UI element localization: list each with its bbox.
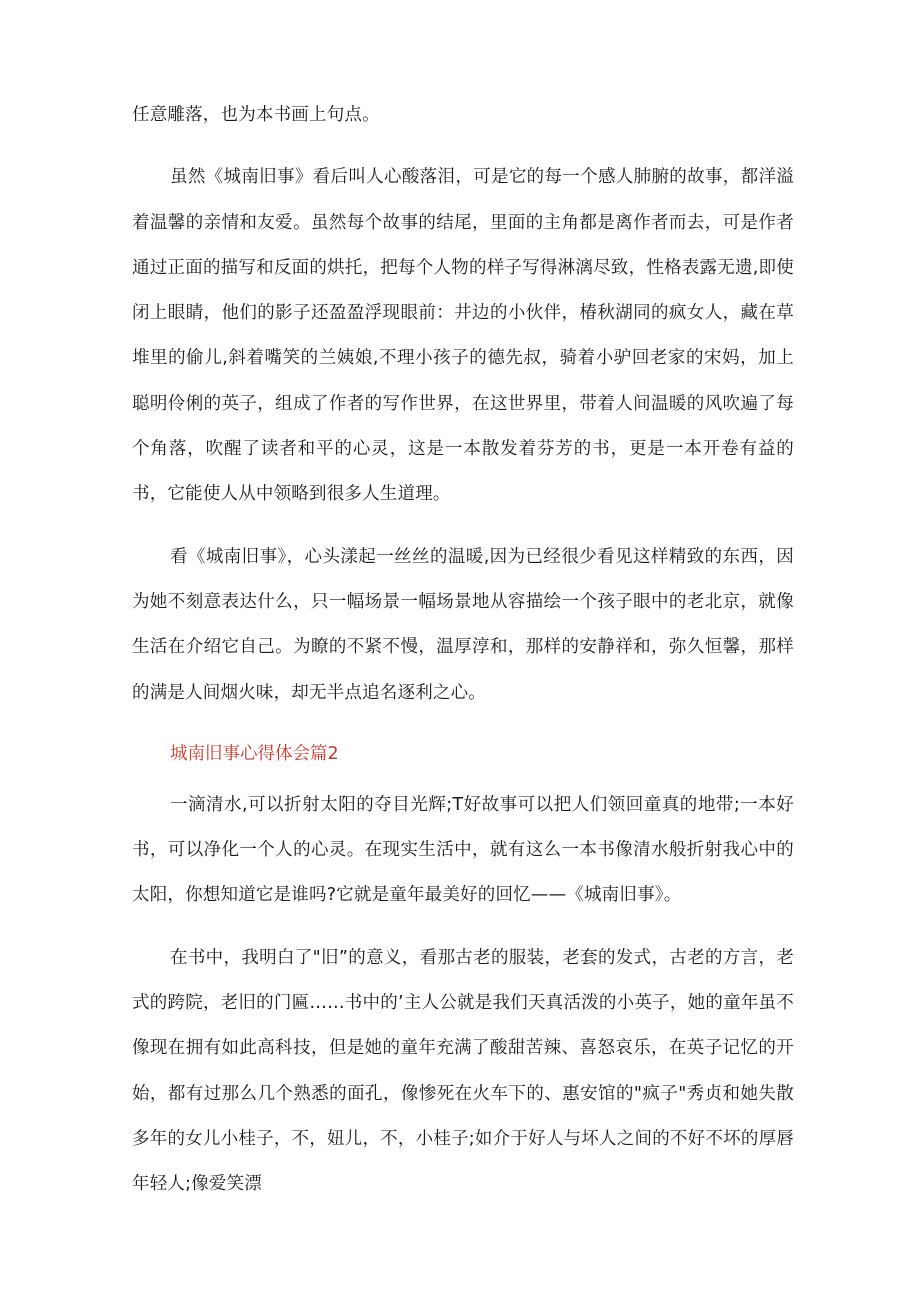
paragraph-continuation: 任意雕落，也为本书画上句点。 xyxy=(132,105,380,125)
paragraph-2: 看《城南旧事》，心头漾起一丝丝的温暖,因为已经很少看见这样精致的东西，因为她不刻意表达什么，只一幅场景一幅场景地从容描绘一个孩子眼中的老北京，就像生活在介绍它自己。为瞭的不紧不慢，温厚淳和，那样的安静祥和，弥久恒馨，那样的满是人间烟火味，却无半点追名逐利之心。 xyxy=(132,546,794,703)
paragraph-3: 一滴清水,可以折射太阳的夺目光辉;T好故事可以把人们领回童真的地带;一本好书，可以净化一个人的心灵。在现实生活中，就有这么一本书像清水般折射我心中的太阳，你想知道它是谁吗?它就是童年最美好的回忆——《城南旧事》。 xyxy=(132,794,794,906)
section-heading: 城南旧事心得体会篇2 xyxy=(170,743,339,764)
paragraph-1: 虽然《城南旧事》看后叫人心酸落泪，可是它的每一个感人肺腑的故事，都洋溢着温馨的亲情和友爱。虽然每个故事的结尾，里面的主角都是离作者而去，可是作者通过正面的描写和反面的烘托，把每个人物的样子写得淋漓尽致，性格表露无遗,即使闭上眼睛，他们的影子还盈盈浮现眼前：井边的小伙伴，椿秋湖同的疯女人，藏在草堆里的偷儿,斜着嘴笑的兰姨娘,不理小孩子的德先叔，骑着小驴回老家的宋妈，加上聪明伶俐的英子，组成了作者的写作世界，在这世界里，带着人间温暖的风吹遍了每个角落，吹醒了读者和平的心灵，这是一本散发着芬芳的书，更是一本开卷有益的书，它能使人从中领略到很多人生道理。 xyxy=(132,167,794,505)
document-page xyxy=(132,93,794,1208)
paragraph-4: 在书中，我明白了"旧”的意义，看那古老的服装，老套的发式，古老的方言，老式的跨院，老旧的门匾……书中的’主人公就是我们天真活泼的小英子，她的童年虽不像现在拥有如此高科技，但是她的童年充满了酸甜苦辣、喜怒哀乐，在英子记忆的开始，都有过那么几个熟悉的面孔，像惨死在火车下的、惠安馆的"疯子"秀贞和她失散多年的女儿小桂子，不，妞儿，不，小桂子;如介于好人与坏人之间的不好不坏的厚唇年轻人;像爱笑漂 xyxy=(132,947,794,1195)
